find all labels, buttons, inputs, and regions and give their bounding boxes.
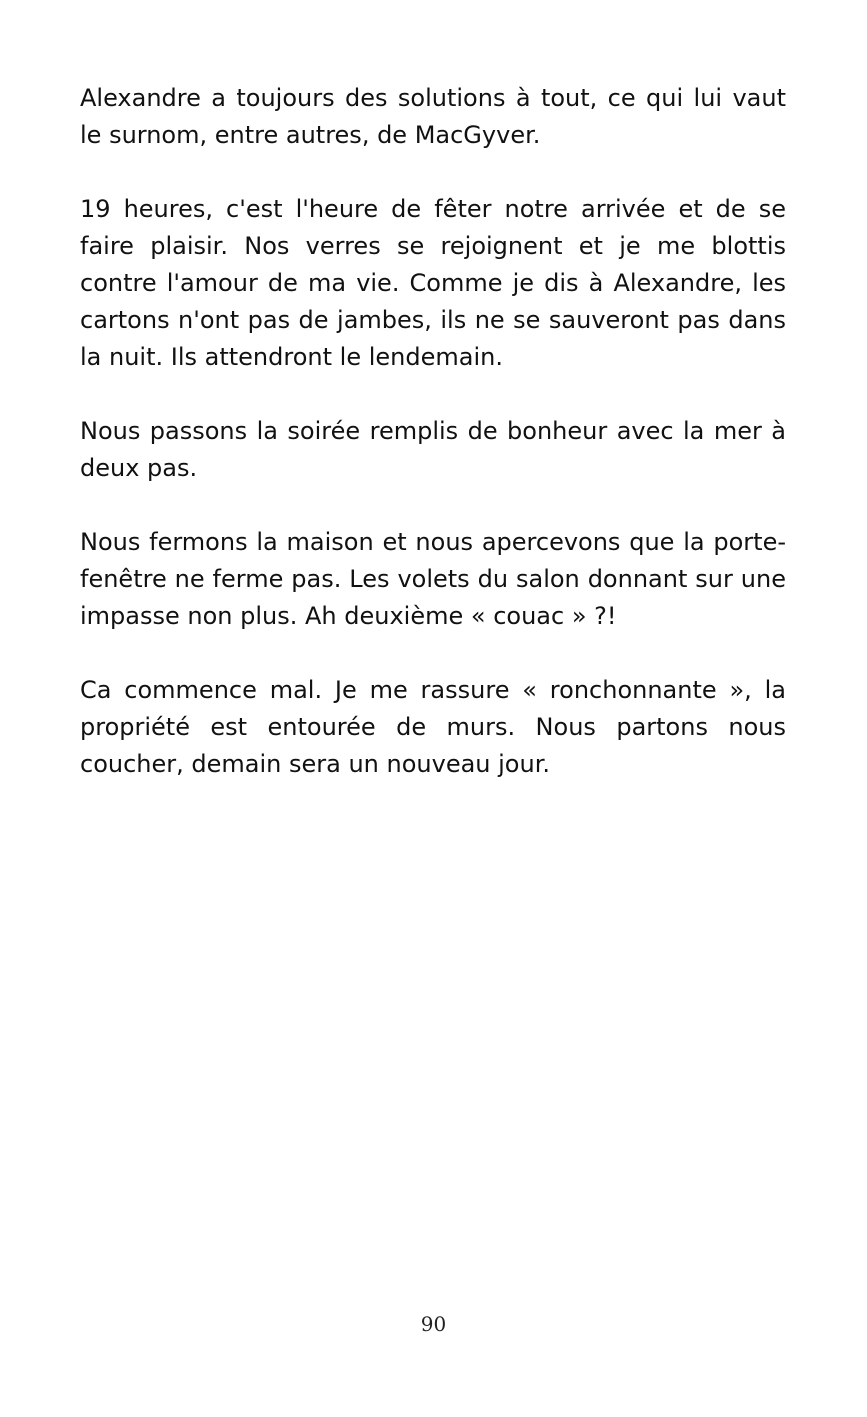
paragraph: Nous passons la soirée remplis de bonheur avec la mer à deux pas.	[80, 417, 786, 482]
page-number: 90	[420, 1312, 447, 1336]
paragraph: Ca commence mal. Je me rassure « ronchonnante », la propriété est entourée de murs. Nous partons nous coucher, demain sera un nouveau jour.	[80, 676, 786, 778]
paragraph: Alexandre a toujours des solutions à tout, ce qui lui vaut le surnom, entre autres, de MacGyver.	[80, 84, 786, 149]
body-text	[80, 80, 786, 820]
paragraph: Nous fermons la maison et nous apercevons que la porte-fenêtre ne ferme pas. Les volets du salon donnant sur une impasse non plus. Ah deuxième « couac » ?!	[80, 528, 786, 630]
paragraph: 19 heures, c'est l'heure de fêter notre arrivée et de se faire plaisir. Nos verres se rejoignent et je me blottis contre l'amour de ma vie. Comme je dis à Alexandre, les cartons n'ont pas de jambes, ils ne se sauveront pas dans la nuit. Ils attendront le lendemain.	[80, 195, 786, 371]
